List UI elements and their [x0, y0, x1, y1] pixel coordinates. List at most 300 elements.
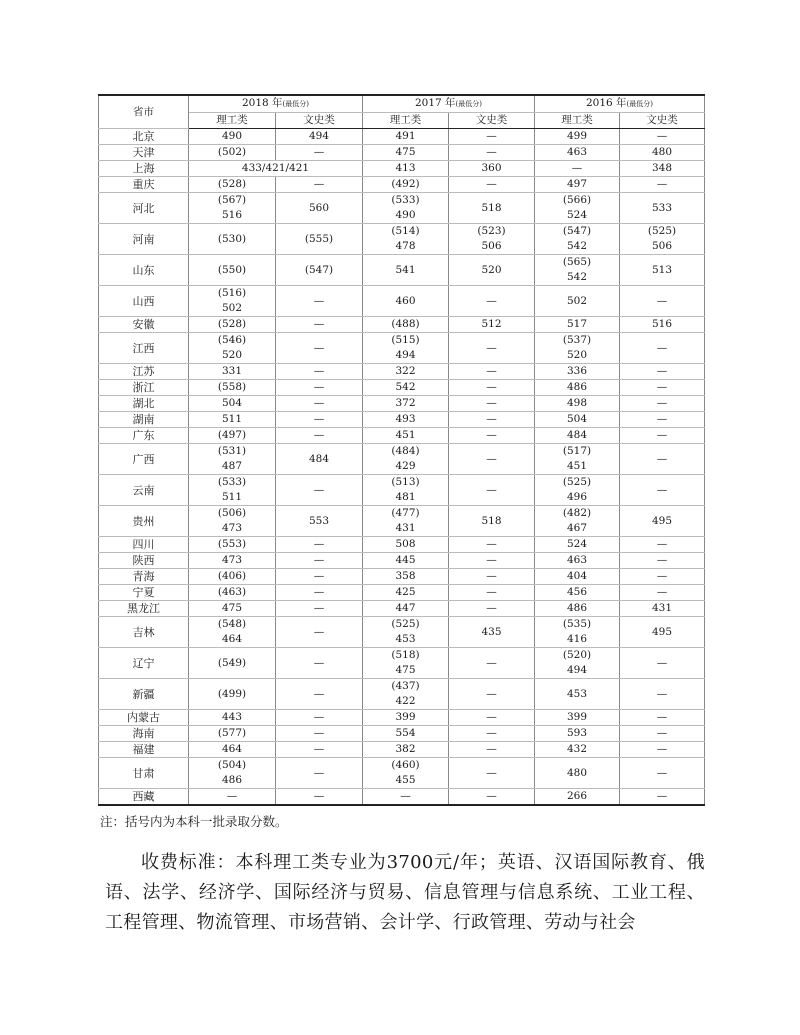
score-line: (514) [391, 225, 420, 237]
score-line: 502 [221, 302, 243, 314]
score-cell: 445 [363, 553, 449, 569]
score-cell: — [620, 428, 705, 444]
score-cell [363, 648, 449, 679]
score-cell: — [276, 569, 363, 585]
score-cell: (553) [189, 537, 276, 553]
score-cell: — [276, 412, 363, 428]
province-cell: 西藏 [99, 789, 189, 806]
score-cell [189, 333, 276, 364]
score-line: (504) [217, 759, 247, 771]
province-cell: 重庆 [99, 177, 189, 193]
score-cell: — [449, 553, 535, 569]
score-cell: — [620, 364, 705, 380]
table-row [99, 333, 705, 364]
score-cell: — [276, 648, 363, 679]
score-line: 520 [566, 349, 588, 361]
table-row [99, 648, 705, 679]
category-header: 文史类 [276, 113, 363, 129]
score-cell: (530) [189, 224, 276, 255]
score-cell: 399 [363, 710, 449, 726]
score-cell: 425 [363, 585, 449, 601]
score-cell: — [449, 286, 535, 317]
score-cell: — [620, 758, 705, 789]
score-cell: — [449, 679, 535, 710]
score-line: 473 [221, 522, 243, 534]
province-cell: 陕西 [99, 553, 189, 569]
score-cell: — [276, 317, 363, 333]
score-cell: (488) [363, 317, 449, 333]
score-cell: 516 [620, 317, 705, 333]
score-cell [363, 617, 449, 648]
score-line: (518) [391, 649, 420, 661]
score-line: 451 [566, 460, 588, 472]
score-cell: — [620, 412, 705, 428]
score-cell: (497) [189, 428, 276, 444]
score-line: (482) [562, 507, 592, 519]
score-line: (506) [217, 507, 247, 519]
score-cell: 480 [535, 758, 620, 789]
score-cell: 460 [363, 286, 449, 317]
score-cell: — [276, 396, 363, 412]
table-row [99, 726, 705, 742]
score-cell: — [620, 286, 705, 317]
score-cell [535, 224, 620, 255]
score-line: 496 [566, 491, 588, 503]
score-cell: — [276, 286, 363, 317]
score-line: (525) [647, 225, 677, 237]
table-row [99, 710, 705, 726]
score-cell [363, 444, 449, 475]
score-cell: — [620, 648, 705, 679]
score-cell: 336 [535, 364, 620, 380]
table-row [99, 569, 705, 585]
score-cell: 464 [189, 742, 276, 758]
score-cell: 518 [449, 506, 535, 537]
year-header-2017: 2017 年(最低分) [363, 95, 535, 113]
score-cell: — [276, 726, 363, 742]
score-cell: — [363, 789, 449, 806]
table-body [99, 129, 705, 806]
score-cell: 524 [535, 537, 620, 553]
province-cell: 甘肃 [99, 758, 189, 789]
score-cell: 499 [535, 129, 620, 145]
score-cell: (547) [276, 255, 363, 286]
score-line: (477) [391, 507, 420, 519]
table-row [99, 428, 705, 444]
table-row [99, 601, 705, 617]
category-header: 理工类 [189, 113, 276, 129]
province-cell: 贵州 [99, 506, 189, 537]
score-cell: 498 [535, 396, 620, 412]
score-cell: 504 [535, 412, 620, 428]
score-cell: — [276, 475, 363, 506]
table-row [99, 129, 705, 145]
table-row [99, 161, 705, 177]
score-cell: 435 [449, 617, 535, 648]
category-header: 理工类 [535, 113, 620, 129]
score-cell [189, 444, 276, 475]
score-cell: 553 [276, 506, 363, 537]
score-cell: — [449, 364, 535, 380]
table-row [99, 145, 705, 161]
score-cell: — [620, 177, 705, 193]
score-cell: — [276, 710, 363, 726]
year-header-row [99, 95, 705, 113]
score-cell: 486 [535, 601, 620, 617]
score-cell [363, 506, 449, 537]
score-line: 478 [395, 240, 416, 252]
score-cell: — [449, 412, 535, 428]
score-cell: 511 [189, 412, 276, 428]
score-table-section [98, 94, 704, 830]
score-cell: 473 [189, 553, 276, 569]
score-line: (520) [562, 649, 592, 661]
score-cell: — [449, 648, 535, 679]
score-line: (546) [217, 334, 247, 346]
score-cell: 348 [620, 161, 705, 177]
table-row [99, 412, 705, 428]
score-cell: 494 [276, 129, 363, 145]
score-cell: — [449, 537, 535, 553]
score-cell: (499) [189, 679, 276, 710]
table-row [99, 364, 705, 380]
score-cell: 447 [363, 601, 449, 617]
score-cell [535, 506, 620, 537]
score-cell: — [276, 758, 363, 789]
score-cell [363, 333, 449, 364]
province-cell: 湖南 [99, 412, 189, 428]
score-cell: — [620, 585, 705, 601]
score-cell [535, 617, 620, 648]
score-line: (517) [562, 445, 592, 457]
score-cell: 560 [276, 193, 363, 224]
score-line: (513) [391, 476, 420, 488]
score-cell: 360 [449, 161, 535, 177]
score-cell: 463 [535, 553, 620, 569]
province-cell: 广东 [99, 428, 189, 444]
score-cell [189, 475, 276, 506]
score-line: (516) [217, 287, 247, 299]
score-cell: — [276, 537, 363, 553]
province-cell: 海南 [99, 726, 189, 742]
score-cell: (558) [189, 380, 276, 396]
score-cell: — [276, 177, 363, 193]
table-row [99, 506, 705, 537]
score-cell: — [449, 333, 535, 364]
score-cell: 432 [535, 742, 620, 758]
score-cell: 518 [449, 193, 535, 224]
province-cell: 宁夏 [99, 585, 189, 601]
score-cell: 431 [620, 601, 705, 617]
score-cell: — [449, 585, 535, 601]
score-line: (548) [217, 618, 247, 630]
score-cell: — [620, 380, 705, 396]
score-cell [535, 475, 620, 506]
score-cell: 493 [363, 412, 449, 428]
score-cell: — [620, 679, 705, 710]
score-cell: — [276, 145, 363, 161]
score-cell: 512 [449, 317, 535, 333]
score-cell: (528) [189, 177, 276, 193]
score-line: (567) [217, 194, 247, 206]
score-cell: — [449, 177, 535, 193]
score-cell: 497 [535, 177, 620, 193]
score-cell: — [449, 726, 535, 742]
score-cell: 542 [363, 380, 449, 396]
score-cell [535, 648, 620, 679]
province-header: 省市 [99, 95, 189, 129]
score-cell: — [449, 475, 535, 506]
score-cell [535, 333, 620, 364]
province-cell: 江苏 [99, 364, 189, 380]
province-cell: 山西 [99, 286, 189, 317]
score-cell: 504 [189, 396, 276, 412]
score-cell: — [620, 396, 705, 412]
score-cell: — [449, 742, 535, 758]
score-cell: 554 [363, 726, 449, 742]
score-cell: 475 [189, 601, 276, 617]
category-header: 理工类 [363, 113, 449, 129]
score-line: 506 [651, 240, 673, 252]
province-cell: 吉林 [99, 617, 189, 648]
score-cell: 451 [363, 428, 449, 444]
score-line: (531) [217, 445, 247, 457]
score-line: (537) [562, 334, 592, 346]
score-cell [449, 224, 535, 255]
score-line: 475 [395, 664, 416, 676]
score-cell: — [449, 569, 535, 585]
table-row [99, 380, 705, 396]
score-cell: (550) [189, 255, 276, 286]
table-row [99, 286, 705, 317]
province-cell: 广西 [99, 444, 189, 475]
score-cell: — [620, 129, 705, 145]
score-cell: 513 [620, 255, 705, 286]
score-cell: — [620, 444, 705, 475]
score-cell: 266 [535, 789, 620, 806]
score-cell: 495 [620, 506, 705, 537]
fee-standard-paragraph: 收费标准：本科理工类专业为3700元/年；英语、汉语国际教育、俄语、法学、经济学、国际经济与贸易、信息管理与信息系统、工业工程、工程管理、物流管理、市场营销、会计学、行政管理、劳动与社会 [105, 852, 705, 933]
score-cell: — [449, 129, 535, 145]
score-cell: — [449, 601, 535, 617]
score-cell: 484 [535, 428, 620, 444]
category-header-row [99, 113, 705, 129]
score-cell: — [276, 380, 363, 396]
score-line: 511 [221, 491, 243, 503]
table-row [99, 742, 705, 758]
score-cell: 456 [535, 585, 620, 601]
score-cell: 382 [363, 742, 449, 758]
score-cell: — [276, 601, 363, 617]
score-cell-merged: 433/421/421 [189, 161, 363, 177]
table-row [99, 758, 705, 789]
score-cell [189, 506, 276, 537]
score-cell: 453 [535, 679, 620, 710]
score-cell [363, 193, 449, 224]
score-line: 455 [395, 774, 416, 786]
score-cell: 331 [189, 364, 276, 380]
table-row [99, 537, 705, 553]
score-cell [363, 758, 449, 789]
score-cell: (463) [189, 585, 276, 601]
category-header: 文史类 [620, 113, 705, 129]
score-cell: — [620, 789, 705, 806]
score-cell: 358 [363, 569, 449, 585]
score-cell: 484 [276, 444, 363, 475]
province-cell: 辽宁 [99, 648, 189, 679]
score-cell: 517 [535, 317, 620, 333]
province-cell: 内蒙古 [99, 710, 189, 726]
province-cell: 江西 [99, 333, 189, 364]
score-cell: — [449, 710, 535, 726]
year-header-2016: 2016 年(最低分) [535, 95, 705, 113]
score-cell: — [276, 742, 363, 758]
table-row [99, 177, 705, 193]
score-cell: (406) [189, 569, 276, 585]
score-cell [535, 444, 620, 475]
score-line: (533) [391, 194, 420, 206]
score-cell: 495 [620, 617, 705, 648]
province-cell: 青海 [99, 569, 189, 585]
table-row [99, 617, 705, 648]
score-line: (533) [217, 476, 247, 488]
score-line: 467 [566, 522, 588, 534]
score-cell: — [449, 396, 535, 412]
category-header: 文史类 [449, 113, 535, 129]
province-cell: 安徽 [99, 317, 189, 333]
score-cell: — [620, 553, 705, 569]
score-cell: (528) [189, 317, 276, 333]
province-cell: 上海 [99, 161, 189, 177]
score-cell: 480 [620, 145, 705, 161]
province-cell: 新疆 [99, 679, 189, 710]
score-line: 506 [481, 240, 502, 252]
year-header-2018: 2018 年(最低分) [189, 95, 363, 113]
score-cell: 404 [535, 569, 620, 585]
score-cell [363, 475, 449, 506]
score-cell [189, 617, 276, 648]
score-cell: — [276, 364, 363, 380]
table-row [99, 585, 705, 601]
score-cell: (502) [189, 145, 276, 161]
score-cell: — [620, 742, 705, 758]
province-cell: 北京 [99, 129, 189, 145]
province-cell: 四川 [99, 537, 189, 553]
score-line: (547) [562, 225, 592, 237]
province-cell: 河南 [99, 224, 189, 255]
score-line: 494 [566, 664, 588, 676]
score-cell: — [276, 679, 363, 710]
score-cell [620, 224, 705, 255]
score-cell: — [620, 333, 705, 364]
score-line: 431 [395, 522, 416, 534]
score-cell: 486 [535, 380, 620, 396]
score-line: 422 [395, 695, 416, 707]
score-cell: 491 [363, 129, 449, 145]
score-cell: — [276, 553, 363, 569]
table-row [99, 255, 705, 286]
score-line: (460) [391, 759, 420, 771]
score-cell: (577) [189, 726, 276, 742]
score-line: 464 [221, 633, 243, 645]
score-cell: — [449, 789, 535, 806]
admission-score-table [98, 94, 705, 806]
score-cell: 533 [620, 193, 705, 224]
score-line: (515) [391, 334, 420, 346]
score-cell: 490 [189, 129, 276, 145]
score-cell [189, 193, 276, 224]
score-cell: — [620, 569, 705, 585]
score-line: (535) [562, 618, 592, 630]
score-line: (566) [562, 194, 592, 206]
score-cell: — [620, 726, 705, 742]
score-line: 487 [221, 460, 243, 472]
score-line: 486 [221, 774, 243, 786]
score-cell: 322 [363, 364, 449, 380]
score-cell: 502 [535, 286, 620, 317]
score-cell [363, 224, 449, 255]
score-cell: — [189, 789, 276, 806]
score-cell: — [620, 710, 705, 726]
score-cell: 508 [363, 537, 449, 553]
score-cell: (492) [363, 177, 449, 193]
province-cell: 山东 [99, 255, 189, 286]
score-cell: — [449, 758, 535, 789]
score-line: 542 [566, 271, 588, 283]
score-cell: 372 [363, 396, 449, 412]
score-cell: 443 [189, 710, 276, 726]
score-cell: — [276, 617, 363, 648]
table-row [99, 396, 705, 412]
province-cell: 河北 [99, 193, 189, 224]
province-cell: 云南 [99, 475, 189, 506]
table-row [99, 789, 705, 806]
score-cell: 399 [535, 710, 620, 726]
score-cell: (555) [276, 224, 363, 255]
province-cell: 天津 [99, 145, 189, 161]
score-cell: 593 [535, 726, 620, 742]
score-line: 416 [566, 633, 588, 645]
score-cell: — [276, 428, 363, 444]
score-line: 520 [221, 349, 243, 361]
score-line: 542 [566, 240, 588, 252]
score-cell: 463 [535, 145, 620, 161]
score-cell: — [449, 444, 535, 475]
score-line: 481 [395, 491, 416, 503]
score-line: 494 [395, 349, 416, 361]
score-line: 490 [395, 209, 416, 221]
province-cell: 浙江 [99, 380, 189, 396]
table-row [99, 317, 705, 333]
province-cell: 黑龙江 [99, 601, 189, 617]
score-cell: — [276, 789, 363, 806]
score-line: 524 [566, 209, 588, 221]
province-cell: 福建 [99, 742, 189, 758]
table-row [99, 193, 705, 224]
score-cell: — [276, 333, 363, 364]
score-cell [535, 255, 620, 286]
score-cell: — [535, 161, 620, 177]
table-row [99, 224, 705, 255]
score-cell: — [276, 585, 363, 601]
score-line: (525) [391, 618, 420, 630]
score-line: 516 [221, 209, 243, 221]
score-line: (565) [562, 256, 592, 268]
score-cell: — [449, 380, 535, 396]
score-cell: 541 [363, 255, 449, 286]
score-line: (484) [391, 445, 420, 457]
table-row [99, 475, 705, 506]
